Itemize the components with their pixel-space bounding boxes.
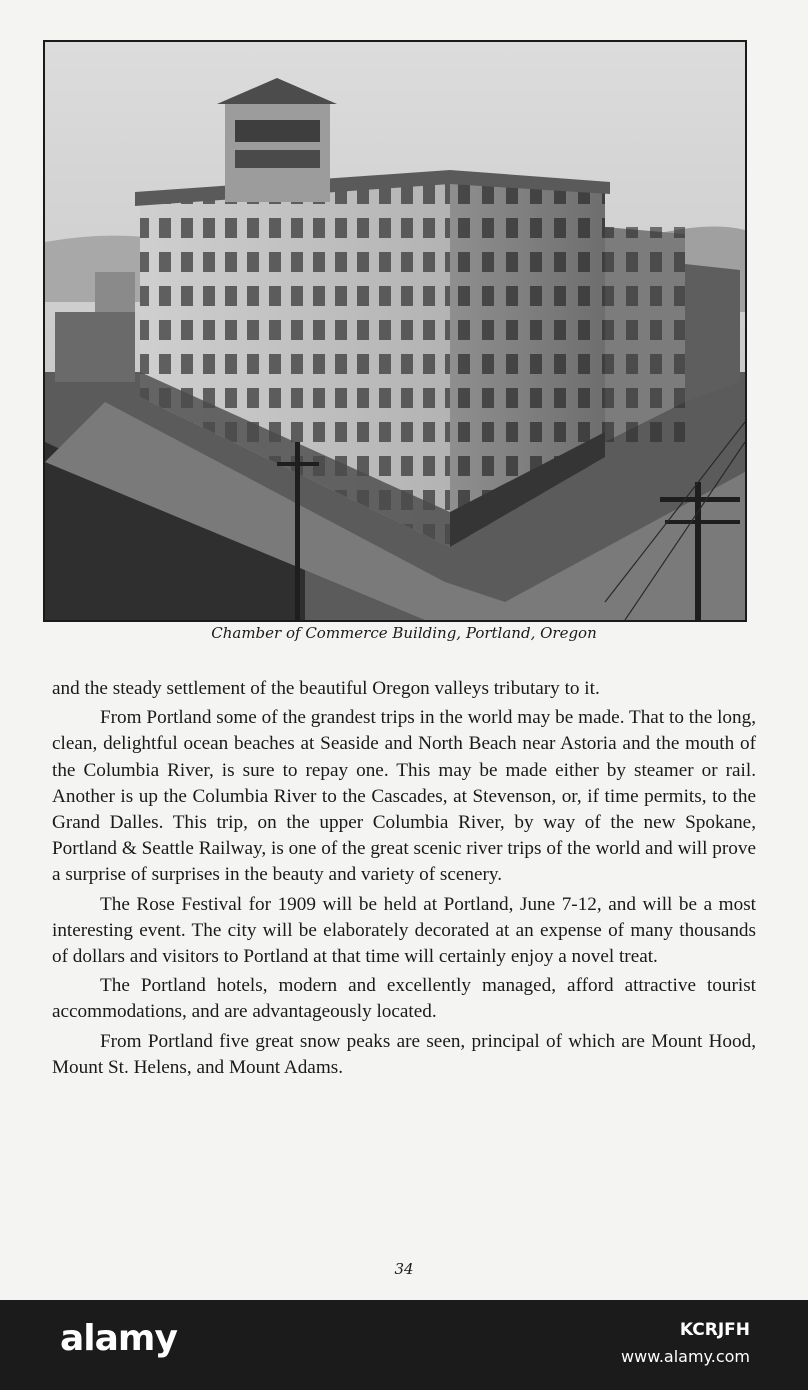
body-text	[52, 676, 756, 1084]
building-photograph	[43, 40, 747, 622]
site-url: www.alamy.com	[621, 1347, 750, 1366]
page-number: 34	[394, 1260, 414, 1278]
paragraph: The Portland hotels, modern and excellently managed, afford attractive tourist accommodations, and are advantageously located.	[52, 975, 756, 1023]
photo-caption: Chamber of Commerce Building, Portland, Oregon	[211, 624, 597, 642]
alamy-logo: alamy	[60, 1318, 177, 1359]
building-illustration	[45, 42, 745, 620]
image-id: KCRJFH	[679, 1320, 750, 1340]
paragraph: From Portland some of the grandest trips in the world may be made. That to the long, clean, delightful ocean beaches at Seaside and North Beach near Astoria and the mouth of the Columbia River, is sure to repay one. This may be made either by steamer or rail. Another is up the Columbia River to the Cascades, at Stevenson, or, if time permits, to the Grand Dalles. This trip, on the upper Columbia River, by way of the new Spokane, Portland & Seattle Railway, is one of the great scenic river trips of the world and will prove a surprise of surprises in the beauty and variety of scenery.	[52, 707, 756, 886]
paragraph: and the steady settlement of the beautiful Oregon valleys tributary to it.	[52, 678, 600, 699]
paragraph: From Portland five great snow peaks are seen, principal of which are Mount Hood, Mount St. Helens, and Mount Adams.	[52, 1030, 756, 1078]
paragraph: The Rose Festival for 1909 will be held at Portland, June 7-12, and will be a most interesting event. The city will be elaborately decorated at an expense of many thousands of dollars and visitors to Portland at that time will certainly enjoy a novel treat.	[52, 893, 756, 968]
